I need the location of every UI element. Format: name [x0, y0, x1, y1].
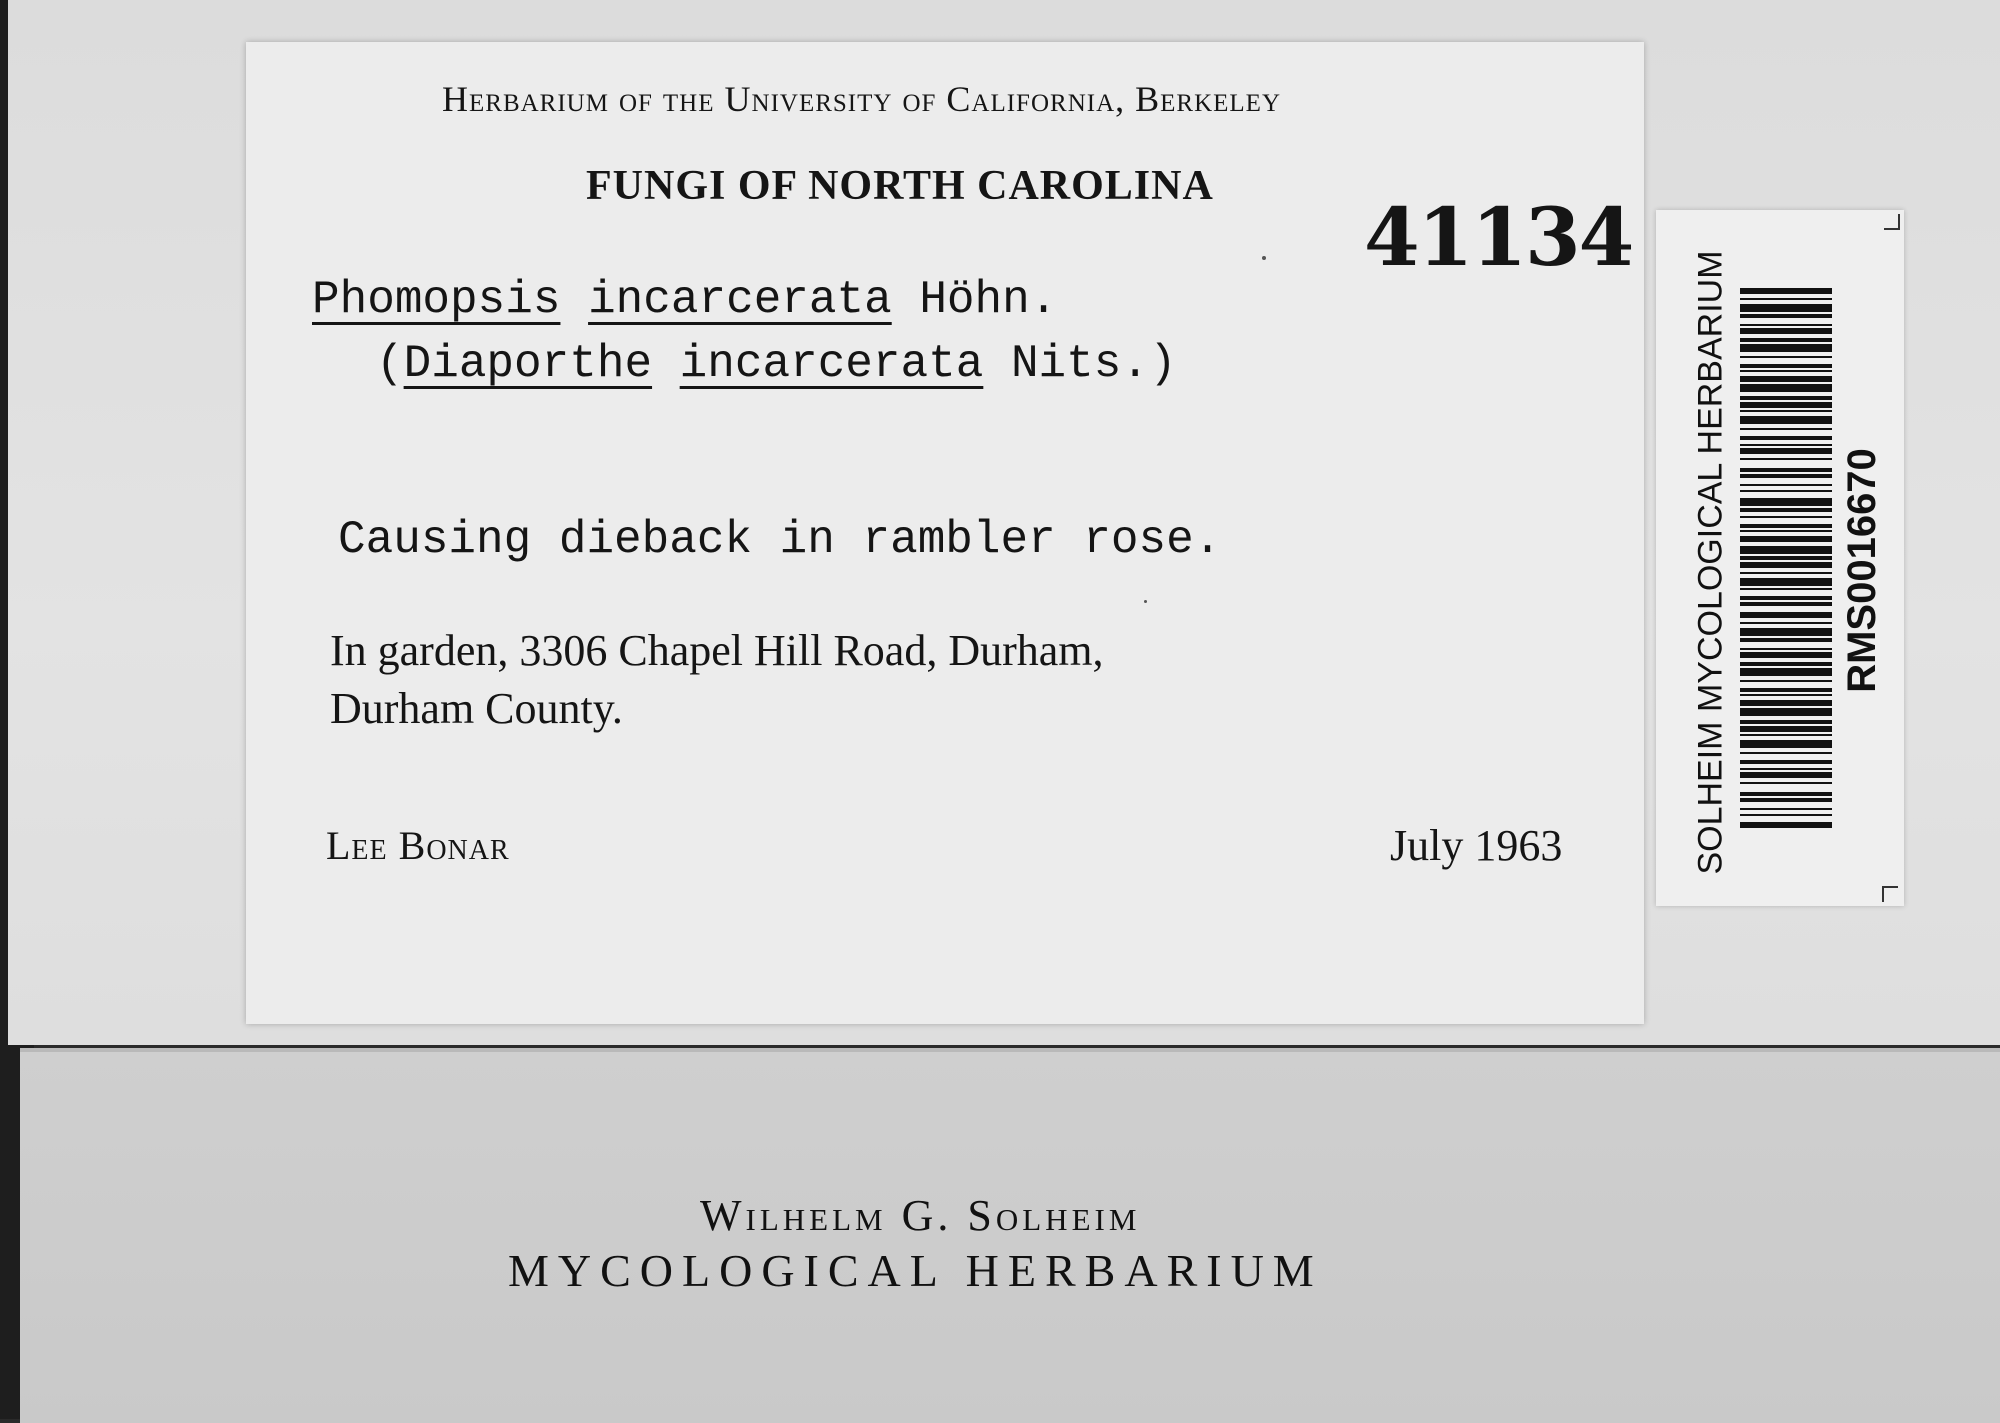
- barcode-bar: [1740, 458, 1832, 460]
- synonym-epithet: incarcerata: [679, 338, 984, 390]
- barcode-bar: [1740, 688, 1832, 692]
- barcode-bar: [1740, 428, 1832, 430]
- barcode-bar: [1740, 324, 1832, 326]
- barcode-bar: [1740, 752, 1832, 754]
- locality-line-1: In garden, 3306 Chapel Hill Road, Durham,: [330, 626, 1104, 675]
- barcode-bar: [1740, 740, 1832, 748]
- barcode-bar: [1740, 668, 1832, 676]
- barcode-bar: [1740, 572, 1832, 574]
- barcode-bar: [1740, 622, 1832, 624]
- barcode-bar: [1740, 376, 1832, 382]
- envelope: [20, 1048, 2000, 1423]
- barcode-bar: [1740, 370, 1832, 372]
- barcode-bar: [1740, 700, 1832, 706]
- barcode-bar: [1740, 726, 1832, 732]
- species-name: [312, 274, 1057, 326]
- barcode-bar: [1740, 772, 1832, 778]
- barcode-label: [1656, 210, 1904, 906]
- barcode-bar: [1740, 694, 1832, 696]
- catalog-number-text: RMS0016670: [1839, 447, 1884, 693]
- barcode-bar: [1740, 708, 1832, 716]
- barcode-bar: [1740, 344, 1832, 352]
- barcode-bar: [1740, 662, 1832, 666]
- barcode-bar: [1740, 364, 1832, 368]
- barcode-bar: [1740, 536, 1832, 542]
- barcode-bar: [1740, 734, 1832, 736]
- synonym-open-paren: (: [376, 338, 404, 390]
- barcode-bar: [1740, 474, 1832, 478]
- barcode-bar: [1740, 760, 1832, 764]
- barcode-bar: [1740, 444, 1832, 446]
- barcode-bar: [1740, 562, 1832, 568]
- barcode-bar: [1740, 782, 1832, 784]
- barcode-herbarium-name: [1686, 232, 1736, 892]
- barcode-bar: [1740, 498, 1832, 506]
- accession-number: 41134: [1364, 190, 1633, 284]
- collection-date: July 1963: [1390, 821, 1563, 870]
- barcode-bar: [1740, 720, 1832, 724]
- barcode-bar: [1740, 648, 1832, 650]
- barcode-bar: [1740, 814, 1832, 816]
- barcode-bar: [1740, 638, 1832, 642]
- barcode-bar: [1740, 524, 1832, 528]
- paper-speck: [1262, 256, 1266, 260]
- barcode-catalog-number: [1832, 360, 1892, 780]
- locality: [330, 622, 1104, 738]
- barcode-bar: [1740, 416, 1832, 424]
- barcode-bar: [1740, 314, 1832, 318]
- host-note: Causing dieback in rambler rose.: [338, 514, 1222, 566]
- barcode-bar: [1740, 652, 1832, 658]
- barcode-bar: [1740, 596, 1832, 600]
- species-epithet: incarcerata: [588, 274, 892, 326]
- barcode-bar: [1740, 484, 1832, 486]
- barcode-bar: [1740, 530, 1832, 532]
- specimen-label: [246, 42, 1644, 1024]
- barcode-bar: [1740, 798, 1832, 802]
- locality-line-2: Durham County.: [330, 684, 623, 733]
- collector-name: Lee Bonar: [326, 823, 510, 868]
- barcode-bar: [1740, 468, 1832, 472]
- barcode-bar: [1740, 546, 1832, 554]
- barcode-bar: [1740, 328, 1832, 334]
- species-genus: Phomopsis: [312, 274, 561, 326]
- barcode-bar: [1740, 578, 1832, 586]
- barcode-bar: [1740, 402, 1832, 408]
- barcode-bar: [1740, 384, 1832, 392]
- barcode-bar: [1740, 768, 1832, 770]
- barcode-bar: [1740, 628, 1832, 636]
- barcode-bar: [1740, 298, 1832, 300]
- envelope-line-1: Wilhelm G. Solheim: [700, 1191, 1141, 1240]
- barcode-bar: [1740, 680, 1832, 682]
- collection-title: FUNGI OF NORTH CAROLINA: [586, 163, 1214, 209]
- crop-mark: [1882, 886, 1898, 902]
- crop-mark: [1884, 214, 1900, 230]
- barcode: [1740, 288, 1832, 828]
- institution-heading: Herbarium of the University of California, Berkeley: [442, 79, 1282, 119]
- barcode-bar: [1740, 508, 1832, 512]
- synonym-name: [376, 338, 1177, 390]
- barcode-bar: [1740, 792, 1832, 796]
- barcode-bar: [1740, 436, 1832, 440]
- barcode-bar: [1740, 448, 1832, 454]
- barcode-bar: [1740, 588, 1832, 590]
- paper-speck: [1144, 600, 1147, 603]
- barcode-bar: [1740, 490, 1832, 492]
- barcode-bar: [1740, 612, 1832, 618]
- species-authority: Höhn.: [919, 274, 1058, 326]
- synonym-genus: Diaporthe: [403, 338, 653, 390]
- barcode-bar: [1740, 288, 1832, 294]
- barcode-bar: [1740, 304, 1832, 312]
- synonym-authority: Nits.): [1010, 338, 1177, 390]
- barcode-bar: [1740, 516, 1832, 518]
- barcode-bar: [1740, 396, 1832, 400]
- barcode-bar: [1740, 556, 1832, 560]
- barcode-bar: [1740, 822, 1832, 828]
- envelope-line-2: MYCOLOGICAL HERBARIUM: [508, 1245, 1323, 1296]
- barcode-bar: [1740, 808, 1832, 810]
- barcode-bar: [1740, 602, 1832, 606]
- herbarium-name-text: SOLHEIM MYCOLOGICAL HERBARIUM: [1691, 249, 1730, 875]
- barcode-bar: [1740, 338, 1832, 342]
- barcode-bar: [1740, 410, 1832, 412]
- barcode-bar: [1740, 356, 1832, 358]
